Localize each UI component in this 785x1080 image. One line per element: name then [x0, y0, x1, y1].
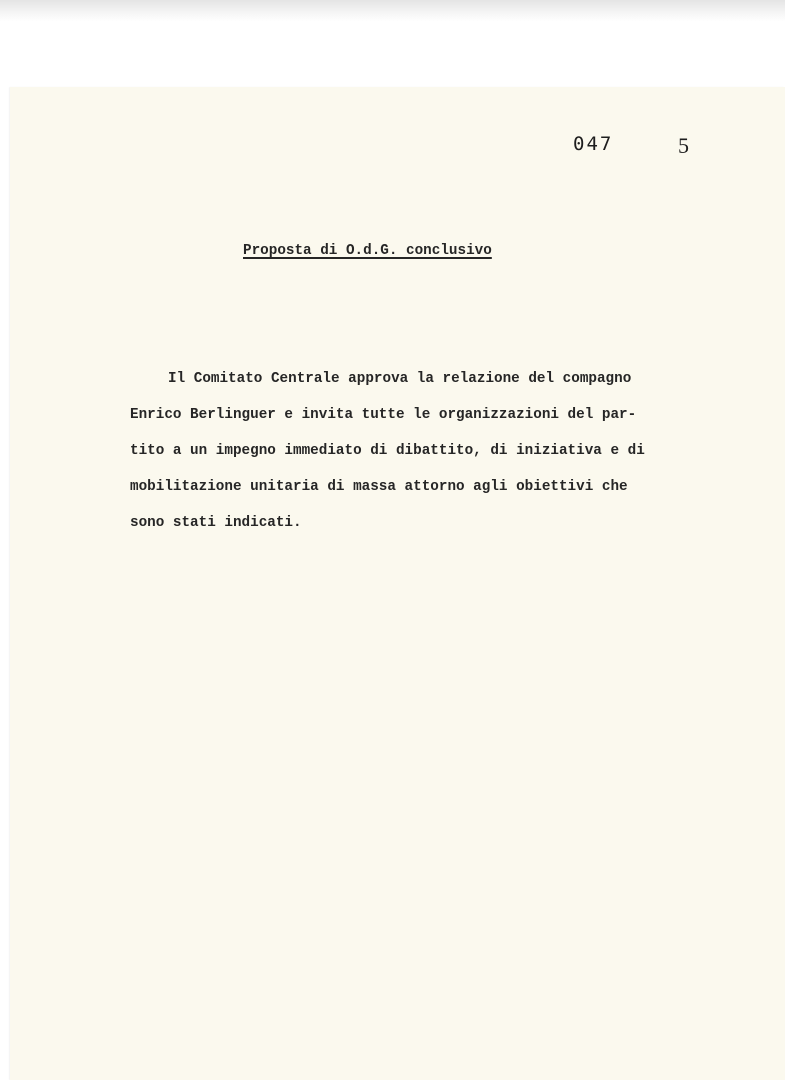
- document-page: [10, 87, 785, 1080]
- body-line: mobilitazione unitaria di massa attorno agli obiettivi che: [130, 479, 628, 495]
- body-line: Enrico Berlinguer e invita tutte le organizzazioni del par-: [130, 407, 637, 423]
- scanner-edge-shadow: [0, 0, 785, 22]
- body-line: sono stati indicati.: [130, 515, 302, 531]
- page-code: 047: [573, 133, 614, 155]
- document-title: Proposta di O.d.G. conclusivo: [243, 243, 492, 259]
- page-number: 5: [678, 133, 689, 158]
- body-line: Il Comitato Centrale approva la relazione del compagno: [168, 371, 632, 387]
- body-line: tito a un impegno immediato di dibattito, di iniziativa e di: [130, 443, 645, 459]
